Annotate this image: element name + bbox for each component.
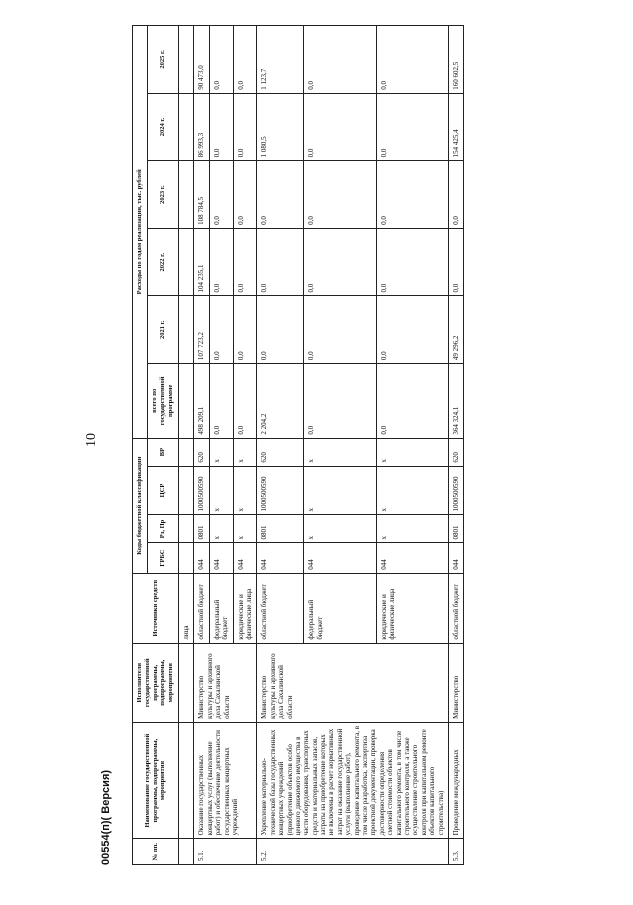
cell-y2023: 108 784,5 xyxy=(194,161,209,229)
cell-y2024: 86 993,3 xyxy=(194,93,209,161)
page-number: 10 xyxy=(84,433,99,447)
cell-y2023: 0,0 xyxy=(376,161,448,229)
cell-y2023: 0,0 xyxy=(209,161,233,229)
cell-total: 0,0 xyxy=(209,364,233,439)
measure-name: Проведение международных xyxy=(448,722,463,839)
cell-y2024: 0,0 xyxy=(376,93,448,161)
cell-rzpr: 0801 xyxy=(257,515,304,543)
cell-rzpr: х xyxy=(233,515,257,543)
cell-y2022: 0,0 xyxy=(448,228,463,296)
cell-y2022: 104 235,1 xyxy=(194,228,209,296)
header-rzpr: Рз, Пр xyxy=(148,515,179,543)
header-source: Источники средств xyxy=(133,573,179,643)
document-code: 00554(п)( Версия) xyxy=(100,769,112,865)
cell-y2022: 0,0 xyxy=(304,228,376,296)
funding-source: областной бюджет xyxy=(448,573,463,643)
cell-y2024: 0,0 xyxy=(233,93,257,161)
cell-y2021: 49 296,2 xyxy=(448,296,463,364)
header-kbk: Коды бюджетной классификации xyxy=(133,438,148,573)
executor-name: Министерство xyxy=(448,643,463,722)
cell-grbs: 044 xyxy=(376,543,448,573)
cell-y2023: 0,0 xyxy=(448,161,463,229)
cell-rzpr: 0801 xyxy=(448,515,463,543)
cell-csr: 1000500590 xyxy=(448,466,463,515)
cell-csr: х xyxy=(209,466,233,515)
header-csr: ЦСР xyxy=(148,466,179,515)
cell-csr: х xyxy=(233,466,257,515)
row-number: 5.1. xyxy=(194,839,257,865)
cell-rzpr: х xyxy=(209,515,233,543)
cell-y2025: 0,0 xyxy=(233,26,257,94)
cell-y2025: 1 123,7 xyxy=(257,26,304,94)
funding-source: областной бюджет xyxy=(194,573,209,643)
cell-y2024: 0,0 xyxy=(304,93,376,161)
cell-total: 0,0 xyxy=(376,364,448,439)
cell-y2023: 0,0 xyxy=(233,161,257,229)
funding-source: федеральный бюджет xyxy=(304,573,376,643)
cell-y2024: 1 080,5 xyxy=(257,93,304,161)
cell-y2021: 0,0 xyxy=(257,296,304,364)
cell-y2025: 160 602,5 xyxy=(448,26,463,94)
cell-total: 0,0 xyxy=(304,364,376,439)
header-no: № пп. xyxy=(133,839,179,865)
cell-grbs: 044 xyxy=(448,543,463,573)
row-number: 5.3. xyxy=(448,839,463,865)
cell-grbs: 044 xyxy=(304,543,376,573)
header-2025: 2025 г. xyxy=(148,26,179,94)
funding-source: федеральный бюджет xyxy=(209,573,233,643)
cell-y2021: 107 723,2 xyxy=(194,296,209,364)
cell-vr: 620 xyxy=(257,438,304,466)
carry-over-text: лица xyxy=(178,573,193,643)
header-2023: 2023 г. xyxy=(148,161,179,229)
cell-y2025: 0,0 xyxy=(304,26,376,94)
cell-y2023: 0,0 xyxy=(304,161,376,229)
header-name: Наименование государственной программы, подпрограммы, мероприятия xyxy=(133,722,179,839)
header-total: всего по государственной программе xyxy=(148,364,179,439)
cell-y2024: 0,0 xyxy=(209,93,233,161)
cell-y2021: 0,0 xyxy=(376,296,448,364)
cell-grbs: 044 xyxy=(194,543,209,573)
funding-source: областной бюджет xyxy=(257,573,304,643)
header-expenses: Расходы по годам реализации, тыс. рублей xyxy=(133,26,148,439)
cell-vr: 620 xyxy=(194,438,209,466)
table-row xyxy=(194,26,209,865)
cell-csr: 1000500590 xyxy=(257,466,304,515)
header-2021: 2021 г. xyxy=(148,296,179,364)
cell-y2021: 0,0 xyxy=(209,296,233,364)
cell-y2023: 0,0 xyxy=(257,161,304,229)
carry-over-row xyxy=(178,26,193,865)
header-row-1 xyxy=(133,26,148,865)
cell-grbs: 044 xyxy=(233,543,257,573)
cell-total: 364 324,1 xyxy=(448,364,463,439)
cell-y2022: 0,0 xyxy=(233,228,257,296)
cell-vr: х xyxy=(209,438,233,466)
measure-name: Оказание государственных концертных услуг (выполнение работ) и обеспечение деятельности государственных концертных учреждений xyxy=(194,722,257,839)
table-body xyxy=(178,26,463,865)
funding-source: юридические и физические лица xyxy=(376,573,448,643)
cell-y2021: 0,0 xyxy=(304,296,376,364)
cell-rzpr: 0801 xyxy=(194,515,209,543)
cell-y2025: 0,0 xyxy=(376,26,448,94)
cell-y2022: 0,0 xyxy=(376,228,448,296)
cell-grbs: 044 xyxy=(257,543,304,573)
cell-total: 0,0 xyxy=(233,364,257,439)
header-grbs: ГРБС xyxy=(148,543,179,573)
executor-name: Министерство культуры и архивного дела Сахалинской области xyxy=(257,643,449,722)
cell-total: 498 209,1 xyxy=(194,364,209,439)
header-2024: 2024 г. xyxy=(148,93,179,161)
cell-rzpr: х xyxy=(304,515,376,543)
cell-vr: 620 xyxy=(448,438,463,466)
cell-vr: х xyxy=(304,438,376,466)
cell-rzpr: х xyxy=(376,515,448,543)
cell-y2022: 0,0 xyxy=(209,228,233,296)
cell-y2021: 0,0 xyxy=(233,296,257,364)
cell-y2024: 154 425,4 xyxy=(448,93,463,161)
document-page xyxy=(14,15,514,875)
measure-name: Укрепление материально-технической базы государственных концертных учреждений (приобретение объектов особо ценного движимого имущества в части оборудования, транспортных средств и материальных запасов, затраты на приобретение которых не включены в расчет нормативных затрат на оказание государственной услуги (выполнение работ), проведение капитального ремонта, в том числе разработка, экспертиза проектной документации, проверка достоверности определения сметной стоимости объектов капитального ремонта, в том числе строительного контроля, а также осуществление строительного контроля при капитальном ремонте объектов капитального строительства) xyxy=(257,722,449,839)
header-vr: ВР xyxy=(148,438,179,466)
cell-y2025: 0,0 xyxy=(209,26,233,94)
cell-total: 2 204,2 xyxy=(257,364,304,439)
executor-name: Министерство культуры и архивного дела Сахалинской области xyxy=(194,643,257,722)
cell-csr: 1000500590 xyxy=(194,466,209,515)
funding-source: юридические и физические лица xyxy=(233,573,257,643)
table-row xyxy=(448,26,463,865)
program-expenses-table xyxy=(132,25,464,865)
header-2022: 2022 г. xyxy=(148,228,179,296)
cell-vr: х xyxy=(233,438,257,466)
header-executor: Исполнители государственной программы, подпрограммы, мероприятия xyxy=(133,643,179,722)
cell-csr: х xyxy=(376,466,448,515)
cell-csr: х xyxy=(304,466,376,515)
row-number: 5.2. xyxy=(257,839,449,865)
cell-vr: х xyxy=(376,438,448,466)
cell-y2025: 90 473,0 xyxy=(194,26,209,94)
table-row xyxy=(257,26,304,865)
cell-y2022: 0,0 xyxy=(257,228,304,296)
cell-grbs: 044 xyxy=(209,543,233,573)
